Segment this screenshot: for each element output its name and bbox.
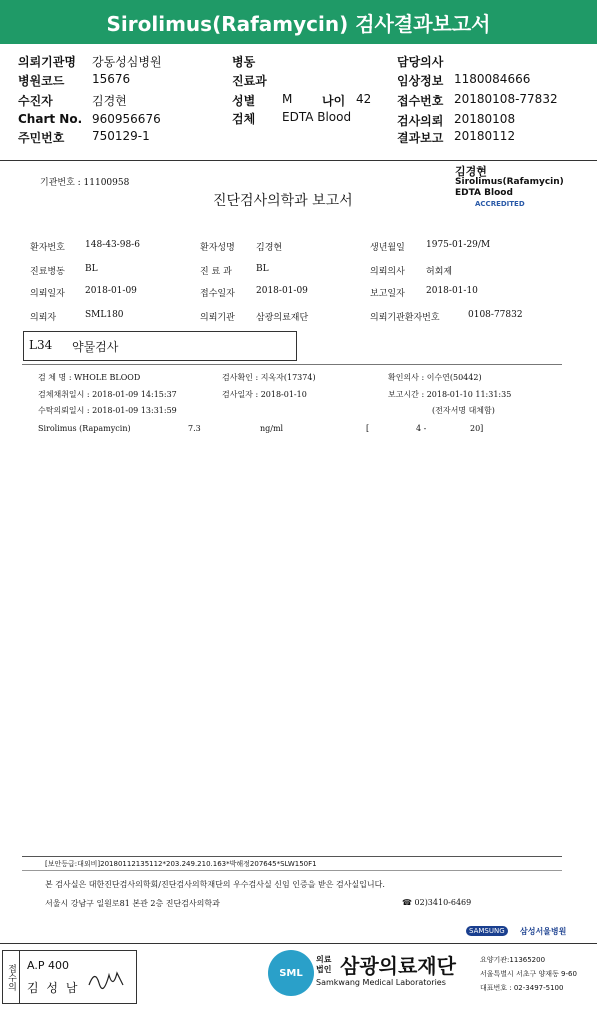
chart-no-label: Chart No. [18,112,83,126]
org-name: 삼광의료재단 [340,954,456,978]
certification: 본 검사실은 대한진단검사의학회/진단검사의학재단의 우수검사실 신임 인증을 받은 검사실입니다. [45,880,385,889]
sex-label: 성별 [232,94,256,108]
info-value: 삼광의료재단 [256,313,309,323]
info-value: 0108-77832 [468,310,523,320]
info-label: 진료병동 [30,267,65,277]
hospital-code-value: 15676 [92,72,131,86]
report-time: 보고시간 : 2018-01-10 11:31:35 [388,390,512,399]
result-unit: ng/ml [260,424,284,433]
esign-note: (전자서명 대체함) [432,406,495,415]
confirm-doctor: 확인의사 : 이수연(50442) [388,373,482,382]
doctor-label: 담당의사 [397,55,444,69]
info-label: 의뢰자 [30,313,57,323]
info-value: 김경현 [256,243,283,253]
age-label: 나이 [322,94,346,108]
info-value: BL [256,264,269,274]
receipt-no-value: 20180108-77832 [454,92,558,106]
result-test-name: Sirolimus (Rapamycin) [38,424,131,433]
samsung-hospital: 삼성서울병원 [520,927,567,936]
report-title: Sirolimus(Rafamycin) 검사결과보고서 [0,0,597,44]
accredited-mark: ACCREDITED [475,200,525,208]
info-value: 2018-01-10 [426,286,478,296]
specimen-name: 검 체 명 : WHOLE BLOOD [38,373,141,382]
ref-low: 4 - [416,424,427,433]
hospital-name-label: 의뢰기관명 [18,55,76,69]
report-date-value: 20180112 [454,129,516,143]
org-english-name: Samkwang Medical Laboratories [316,978,446,987]
info-label: 접수일자 [200,289,235,299]
ap-code: A.P 400 [27,959,69,972]
stamp-name: 김경현 [455,165,487,178]
stamp-specimen: EDTA Blood [455,188,513,198]
info-value: SML180 [85,310,124,320]
request-date-value: 20180108 [454,112,516,126]
info-label: 의뢰기관 [200,313,235,323]
info-label: 의뢰일자 [30,289,65,299]
section-header [23,331,297,361]
header-divider [0,160,597,161]
hospital-name-value: 강동성심병원 [92,55,162,69]
resident-no-value: 750129-1 [92,129,150,143]
institution-no: 기관번호 : 11100958 [40,178,130,188]
footer-divider-2 [22,870,562,871]
lab-phone: ☎ 02)3410-6469 [402,898,472,907]
bottom-divider [0,943,597,944]
info-value: BL [85,264,98,274]
section-name: 약물검사 [72,340,119,354]
clinical-info-value: 1180084666 [454,72,531,86]
info-value: 148-43-98-6 [85,240,140,250]
document-title: 진단검사의학과 보고서 [213,193,353,209]
section-code: L34 [29,338,53,352]
samsung-logo: SAMSUNG [466,926,508,936]
section-divider [22,364,562,365]
specimen-stamp [455,166,564,210]
info-value: 허회제 [426,267,453,277]
header-info [0,44,597,160]
receiver-name: 김 성 남 [27,981,80,995]
patient-label: 수진자 [18,94,53,108]
receive-time: 수탁의뢰일시 : 2018-01-09 13:31:59 [38,406,177,415]
lab-address: 서울시 강남구 일원로81 본관 2층 진단검사의학과 [45,899,220,908]
ref-high: 20] [470,424,484,433]
security-line: [보안등급:대외비]20180112135112*203.249.210.163*박해정207645*SLW150F1 [45,860,317,868]
stamp-test: Sirolimus(Rafamycin) [455,177,564,187]
hospital-code-label: 병원코드 [18,74,65,88]
request-date-label: 검사의뢰 [397,114,444,128]
receipt-stamp [2,950,137,1004]
report-date-label: 결과보고 [397,131,444,145]
signature [87,965,127,993]
info-label: 진 료 과 [200,267,232,277]
result-value: 7.3 [188,424,201,433]
info-value: 2018-01-09 [256,286,308,296]
sml-logo: SML [268,950,314,996]
info-label: 의뢰기관환자번호 [370,313,440,323]
info-label: 의뢰의사 [370,267,405,277]
info-label: 환자성명 [200,243,235,253]
specimen-label: 검체 [232,112,256,126]
ward-label: 병동 [232,55,256,69]
test-confirm: 검사확인 : 지옥자(17374) [222,373,316,382]
chart-no-value: 960956676 [92,112,161,126]
specimen-value: EDTA Blood [282,110,352,124]
info-label: 보고일자 [370,289,405,299]
stamp-vertical-label: 접수의 [3,951,20,1003]
info-label: 생년월일 [370,243,405,253]
age-value: 42 [356,92,372,106]
patient-value: 김경현 [92,94,127,108]
ref-open: [ [366,424,370,433]
org-address: 서울특별시 서초구 양재동 9-60 [480,970,577,978]
collect-time: 검체채취일시 : 2018-01-09 14:15:37 [38,390,177,399]
sex-value: M [282,92,293,106]
receipt-no-label: 접수번호 [397,94,444,108]
info-value: 1975-01-29/M [426,240,491,250]
info-value: 2018-01-09 [85,286,137,296]
test-date: 검사일자 : 2018-01-10 [222,390,307,399]
org-phone: 대표번호 : 02-3497-5100 [480,984,564,992]
org-prefix: 의료 법인 [316,955,332,974]
org-code: 요양기관:11365200 [480,956,546,964]
resident-no-label: 주민번호 [18,131,65,145]
dept-label: 진료과 [232,74,267,88]
clinical-info-label: 임상정보 [397,74,444,88]
footer-divider [22,856,562,857]
info-label: 환자번호 [30,243,65,253]
